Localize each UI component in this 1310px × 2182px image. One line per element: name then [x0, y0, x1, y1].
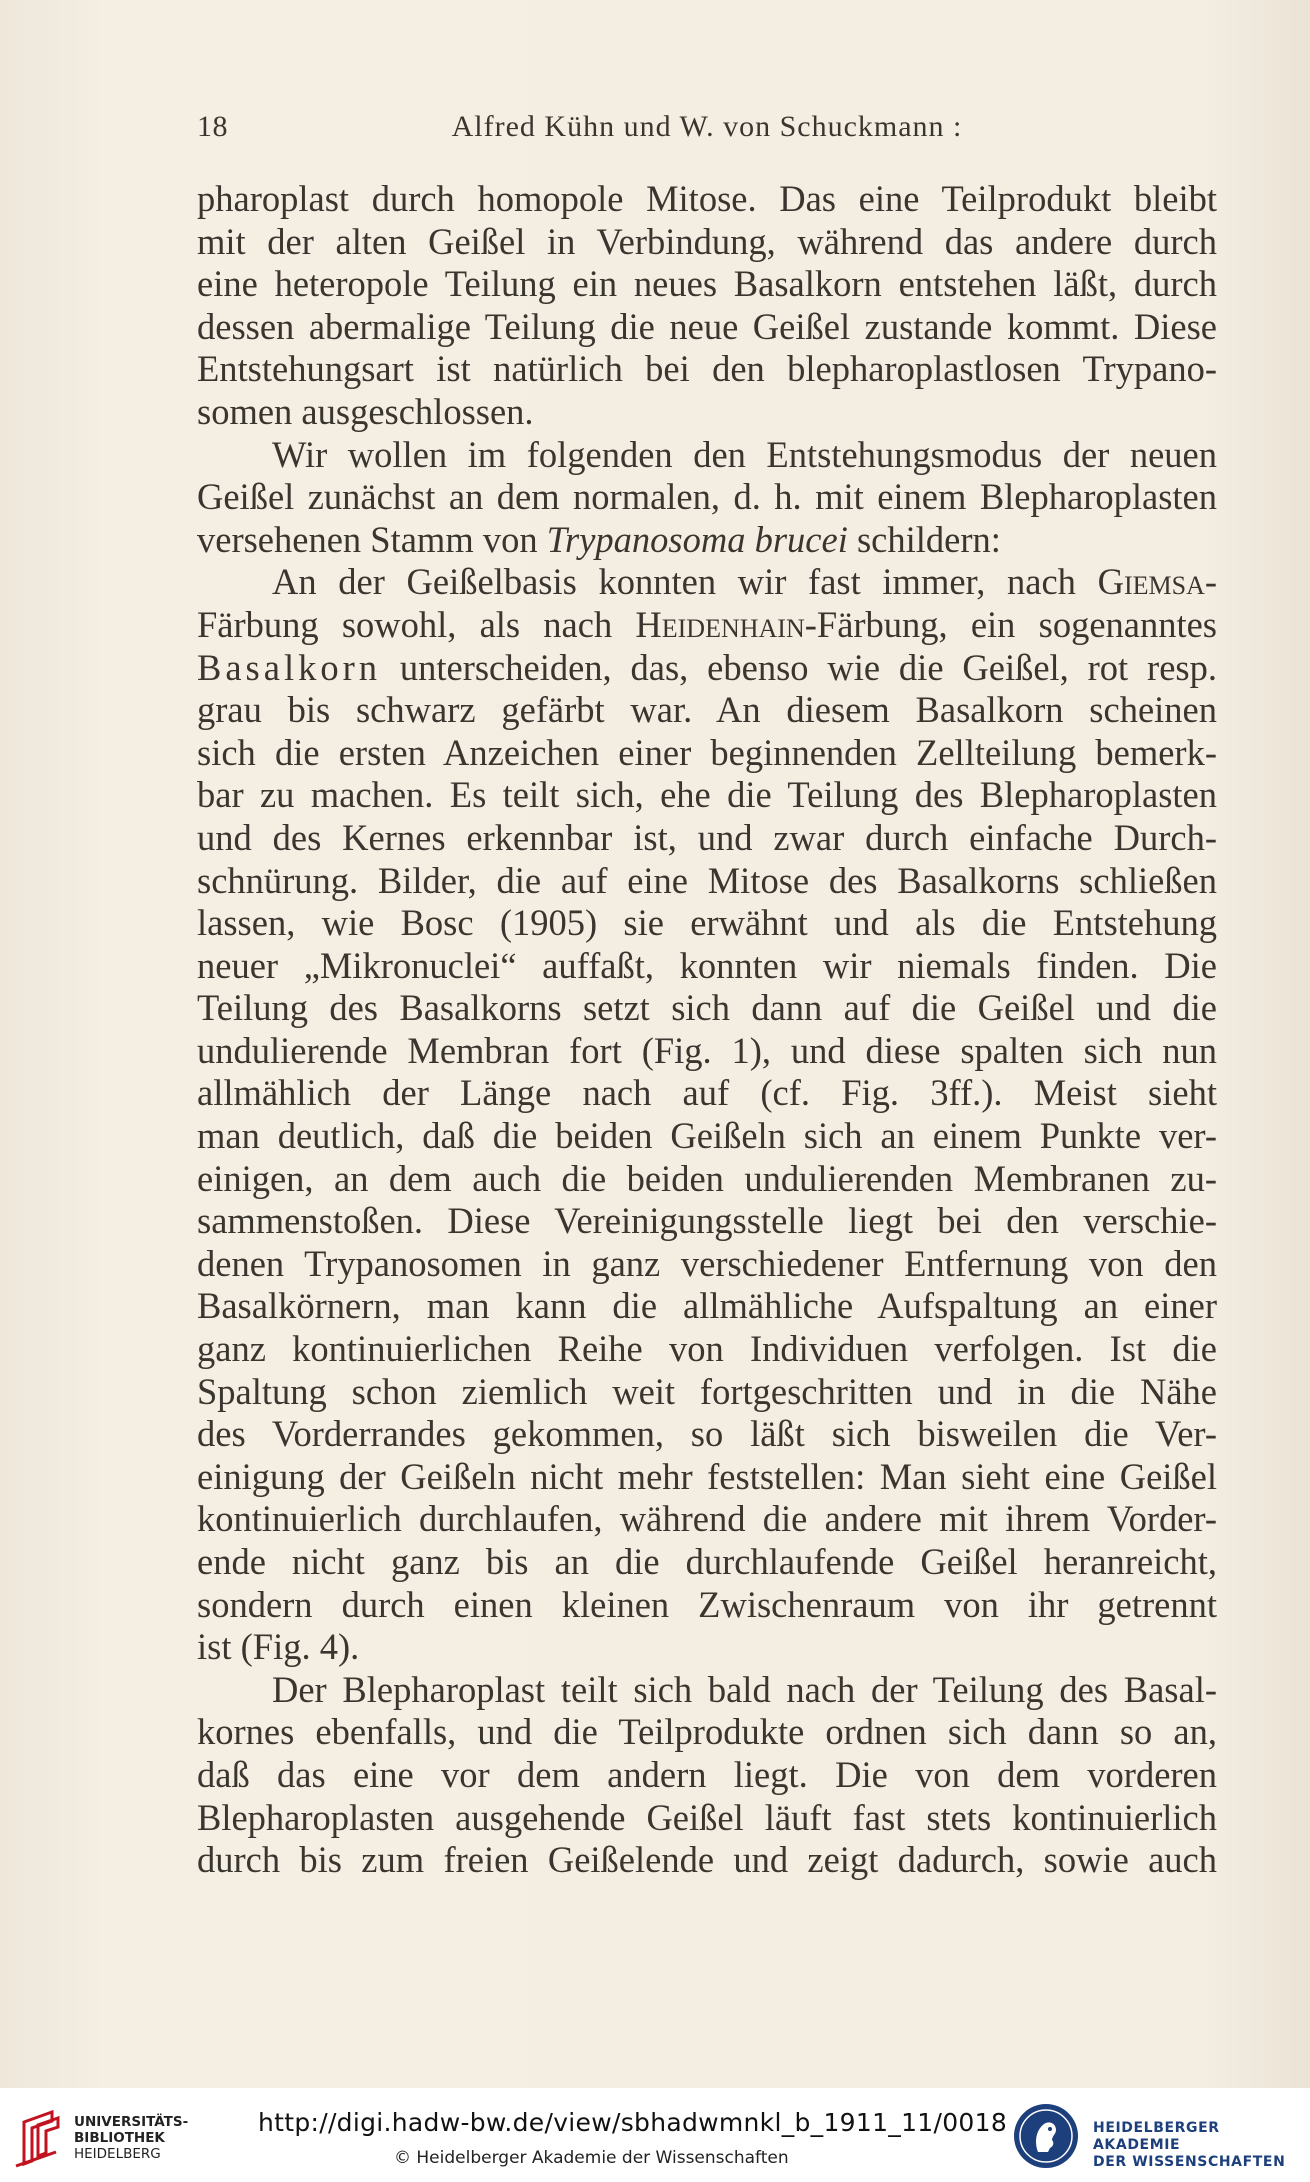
- text-segment: Färbung sowohl, als nach: [197, 603, 613, 645]
- ub-heidelberg-logo-icon[interactable]: [12, 2108, 64, 2170]
- text-line: kornes ebenfalls, und die Teilprodukte ordnen sich dann so an,: [197, 1711, 1217, 1753]
- text-line: Blepharoplasten ausgehende Geißel läuft fast stets kontinuierlich: [197, 1796, 1217, 1838]
- text-line: des Vorderrandes gekommen, so läßt sich bisweilen die Ver-: [197, 1413, 1217, 1455]
- text-line: dessen abermalige Teilung die neue Geißel zustande kommt. Diese: [197, 305, 1217, 347]
- text-line: ende nicht ganz bis an die durchlaufende Geißel heranreicht,: [197, 1541, 1217, 1582]
- text-line: ist (Fig. 4).: [197, 1626, 360, 1668]
- text-segment: -Färbung, ein sogenanntes: [804, 603, 1218, 645]
- text-line: Teilung des Basalkorns setzt sich dann auf die Geißel und die: [197, 987, 1217, 1029]
- page-number: 18: [197, 110, 228, 143]
- page-header: [197, 110, 1217, 150]
- ub-name-line: BIBLIOTHEK: [74, 2130, 165, 2146]
- text-line: bar zu machen. Es teilt sich, ehe die Teilung des Blepharoplasten: [197, 774, 1217, 816]
- text-segment: versehenen Stamm von: [197, 518, 538, 560]
- ub-name-line: UNIVERSITÄTS-: [74, 2114, 189, 2130]
- text-line: somen ausgeschlossen.: [197, 390, 534, 432]
- text-line: mit der alten Geißel in Verbindung, während das andere durch: [197, 220, 1217, 262]
- body-text: [197, 178, 1217, 1882]
- text-line: sich die ersten Anzeichen einer beginnenden Zellteilung bemerk-: [197, 731, 1217, 773]
- text-line: Entstehungsart ist natürlich bei den blepharoplastlosen Trypano-: [197, 348, 1217, 390]
- copyright-notice: © Heidelberger Akademie der Wissenschaften: [394, 2148, 789, 2168]
- text-line: man deutlich, daß die beiden Geißeln sich an einem Punkte ver-: [197, 1115, 1217, 1157]
- text-line: ganz kontinuierlichen Reihe von Individuen verfolgen. Ist die: [197, 1328, 1217, 1370]
- text-line: lassen, wie Bosc (1905) sie erwähnt und als die Entstehung: [197, 902, 1217, 944]
- text-line: Der Blepharoplast teilt sich bald nach der Teilung des Basal-: [272, 1668, 1217, 1710]
- text-line: neuer „Mikronuclei“ auffaßt, konnten wir niemals finden. Die: [197, 944, 1217, 986]
- text-line: grau bis schwarz gefärbt war. An diesem Basalkorn scheinen: [197, 689, 1217, 731]
- academy-name[interactable]: [1093, 2120, 1310, 2171]
- text-line: pharoplast durch homopole Mitose. Das eine Teilprodukt bleibt: [197, 178, 1217, 219]
- running-head: Alfred Kühn und W. von Schuckmann :: [451, 110, 963, 143]
- text-line: daß das eine vor dem andern liegt. Die von dem vorderen: [197, 1753, 1217, 1795]
- text-line: sondern durch einen kleinen Zwischenraum von ihr getrennt: [197, 1583, 1217, 1625]
- text-line: Basalkörnern, man kann die allmähliche Aufspaltung an einer: [197, 1285, 1217, 1327]
- text-line: Geißel zunächst an dem normalen, d. h. mit einem Blepharoplasten: [197, 476, 1217, 518]
- text-line: sammenstoßen. Diese Vereinigungsstelle liegt bei den verschie-: [197, 1200, 1217, 1242]
- academy-name-line: DER WISSENSCHAFTEN: [1093, 2154, 1286, 2170]
- digitization-footer: [0, 2088, 1310, 2182]
- ub-heidelberg-name[interactable]: [74, 2114, 188, 2162]
- text-line: und des Kernes erkennbar ist, und zwar durch einfache Durch-: [197, 816, 1217, 858]
- ub-name-line: HEIDELBERG: [74, 2146, 161, 2162]
- text-line: denen Trypanosomen in ganz verschiedener Entfernung von den: [197, 1242, 1217, 1284]
- text-segment: An der Geißelbasis konnten wir fast immer, nach: [272, 561, 1076, 603]
- text-line: [197, 561, 1217, 604]
- text-line: allmählich der Länge nach auf (cf. Fig. 3ff.). Meist sieht: [197, 1072, 1217, 1114]
- text-line: [197, 647, 1217, 690]
- text-segment: unterscheiden, das, ebenso wie die Geißel, rot resp.: [399, 646, 1217, 688]
- academy-seal-icon[interactable]: [1012, 2102, 1080, 2170]
- text-line: Spaltung schon ziemlich weit fortgeschritten und in die Nähe: [197, 1370, 1217, 1412]
- text-line: undulierende Membran fort (Fig. 1), und diese spalten sich nun: [197, 1029, 1217, 1071]
- text-line: einigung der Geißeln nicht mehr feststellen: Man sieht eine Geißel: [197, 1455, 1217, 1497]
- text-line: [197, 519, 1217, 562]
- species-name: Trypanosoma brucei: [546, 518, 848, 560]
- text-line: eine heteropole Teilung ein neues Basalkorn entstehen läßt, durch: [197, 263, 1217, 305]
- academy-name-line: HEIDELBERGER AKADEMIE: [1093, 2120, 1220, 2153]
- author-name: Heidenhain: [635, 603, 805, 645]
- text-line: durch bis zum freien Geißelende und zeigt dadurch, sowie auch: [197, 1839, 1217, 1881]
- text-line: schnürung. Bilder, die auf eine Mitose des Basalkorns schließen: [197, 859, 1217, 901]
- text-line: Wir wollen im folgenden den Entstehungsmodus der neuen: [272, 433, 1217, 475]
- text-segment: schildern:: [856, 518, 1001, 560]
- emphasized-term: Basalkorn: [197, 646, 381, 688]
- text-line: [197, 604, 1217, 647]
- permalink-url[interactable]: http://digi.hadw-bw.de/view/sbhadwmnkl_b_1911_11/0018: [258, 2108, 1008, 2137]
- text-line: einigen, an dem auch die beiden undulierenden Membranen zu-: [197, 1157, 1217, 1199]
- author-name: Giemsa-: [1097, 561, 1218, 603]
- text-line: kontinuierlich durchlaufen, während die andere mit ihrem Vorder-: [197, 1498, 1217, 1540]
